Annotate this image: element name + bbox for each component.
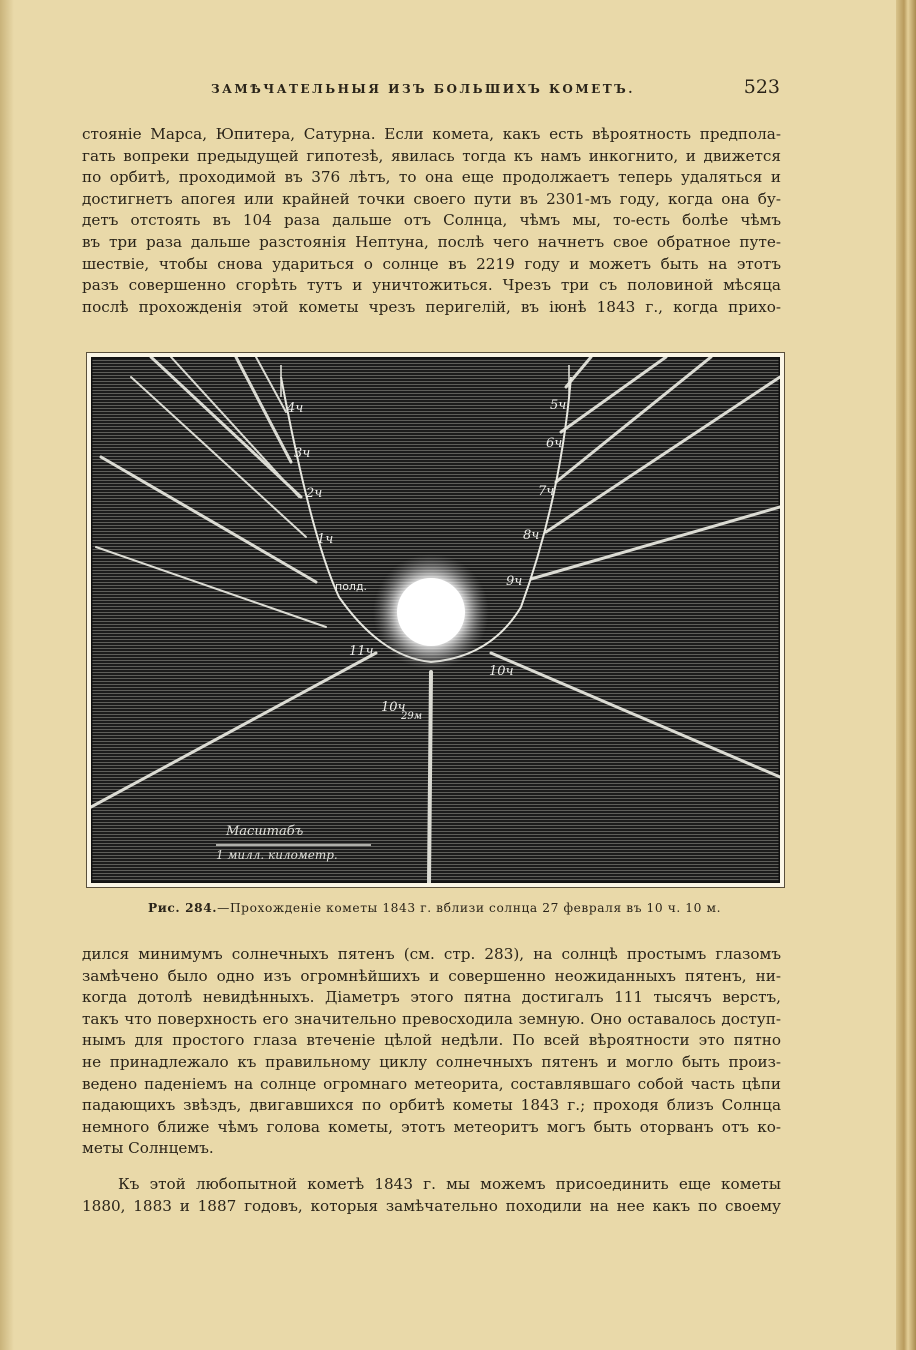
page-header — [85, 76, 780, 102]
hour-label: 3ч — [294, 446, 311, 461]
text-line: замѣчено было одно изъ огромнѣйшихъ и совершенно неожиданныхъ пятенъ, ни- — [82, 966, 781, 985]
page-edge — [896, 0, 916, 1350]
hour-label: 4ч — [287, 401, 304, 416]
sun — [397, 578, 465, 646]
text-line: детъ отстоять въ 104 раза дальше отъ Солнца, чѣмъ мы, то-есть болѣе чѣмъ — [82, 211, 781, 230]
page-spine-shadow — [0, 0, 14, 1350]
perihelion-minutes-label: 29м — [401, 711, 423, 722]
text-line: стояніе Марса, Юпитера, Сатурна. Если комета, какъ есть вѣроятность предпола- — [82, 125, 781, 143]
hour-label: 1ч — [317, 532, 334, 547]
comet-diagram — [91, 357, 780, 883]
hour-label: 9ч — [506, 574, 523, 589]
text-line: немного ближе чѣмъ голова кометы, этотъ метеоритъ могъ быть оторванъ отъ ко- — [82, 1117, 781, 1136]
page-number: 523 — [743, 76, 780, 98]
running-title: ЗАМѢЧАТЕЛЬНЫЯ ИЗЪ БОЛЬШИХЪ КОМЕТЪ. — [211, 82, 635, 96]
text-line: въ три раза дальше разстоянія Нептуна, послѣ чего начнетъ свое обратное путе- — [82, 232, 781, 251]
hour-label: 5ч — [550, 398, 567, 413]
text-line: такъ что поверхность его значительно превосходила земную. Оно оставалось доступ- — [82, 1009, 781, 1028]
hour-label: 6ч — [546, 436, 563, 451]
perihelion-label: 10ч — [381, 700, 406, 715]
hour-label: 8ч — [523, 528, 540, 543]
text-line: 1880, 1883 и 1887 годовъ, которыя замѣчательно походили на нее какъ по своему — [82, 1196, 781, 1215]
hour-label: 10ч — [489, 664, 514, 679]
text-line: Къ этой любопытной кометѣ 1843 г. мы можемъ присоединить еще кометы — [118, 1175, 781, 1193]
paragraph-last — [82, 1174, 781, 1217]
hour-label: 7ч — [538, 484, 555, 499]
text-line: меты Солнцемъ. — [82, 1139, 214, 1158]
text-line: дился минимумъ солнечныхъ пятенъ (см. стр. 283), на солнцѣ простымъ глазомъ — [82, 945, 781, 963]
text-line: послѣ прохожденія этой кометы чрезъ перигелій, въ іюнѣ 1843 г., когда прихо- — [82, 297, 781, 316]
text-line: шествіе, чтобы снова удариться о солнце въ 2219 году и можетъ быть на этотъ — [82, 254, 781, 273]
text-line: нымъ для простого глаза втеченіе цѣлой недѣли. По всей вѣроятности это пятно — [82, 1031, 781, 1050]
text-line: по орбитѣ, проходимой въ 376 лѣтъ, то она еще продолжаетъ теперь удаляться и — [82, 168, 781, 187]
caption-text: —Прохожденіе кометы 1843 г. вблизи солнца 27 февраля въ 10 ч. 10 м. — [217, 901, 722, 915]
text-line: падающихъ звѣздъ, двигавшихся по орбитѣ кометы 1843 г.; проходя близъ Солнца — [82, 1096, 781, 1115]
paragraph-top — [82, 124, 781, 318]
paragraph-bottom — [82, 944, 781, 1160]
text-line: достигнетъ апогея или крайней точки своего пути въ 2301-мъ году, когда она бу- — [82, 189, 781, 208]
text-line: ведено паденіемъ на солнце огромнаго метеорита, составлявшаго собой часть цѣпи — [82, 1074, 781, 1093]
text-line: разъ совершенно сгорѣть тутъ и уничтожиться. Чрезъ три съ половиной мѣсяца — [82, 276, 781, 295]
figure-caption — [86, 901, 783, 915]
hour-label: 11ч — [349, 644, 374, 659]
noon-label: полд. — [335, 580, 368, 593]
text-line: не принадлежало къ правильному циклу солнечныхъ пятенъ и могло быть произ- — [82, 1052, 781, 1071]
caption-number: Рис. 284. — [147, 901, 218, 915]
figure-comet-passage — [86, 352, 785, 888]
scale-text: 1 милл. километр. — [216, 848, 338, 862]
hour-label: 2ч — [306, 486, 323, 501]
scale-title: Масштабъ — [226, 824, 304, 839]
text-line: когда дотолѣ невидѣнныхъ. Діаметръ этого пятна достигалъ 111 тысячъ верстъ, — [82, 988, 781, 1007]
text-line: гать вопреки предыдущей гипотезѣ, явилась тогда къ намъ инкогнито, и движется — [82, 146, 781, 165]
